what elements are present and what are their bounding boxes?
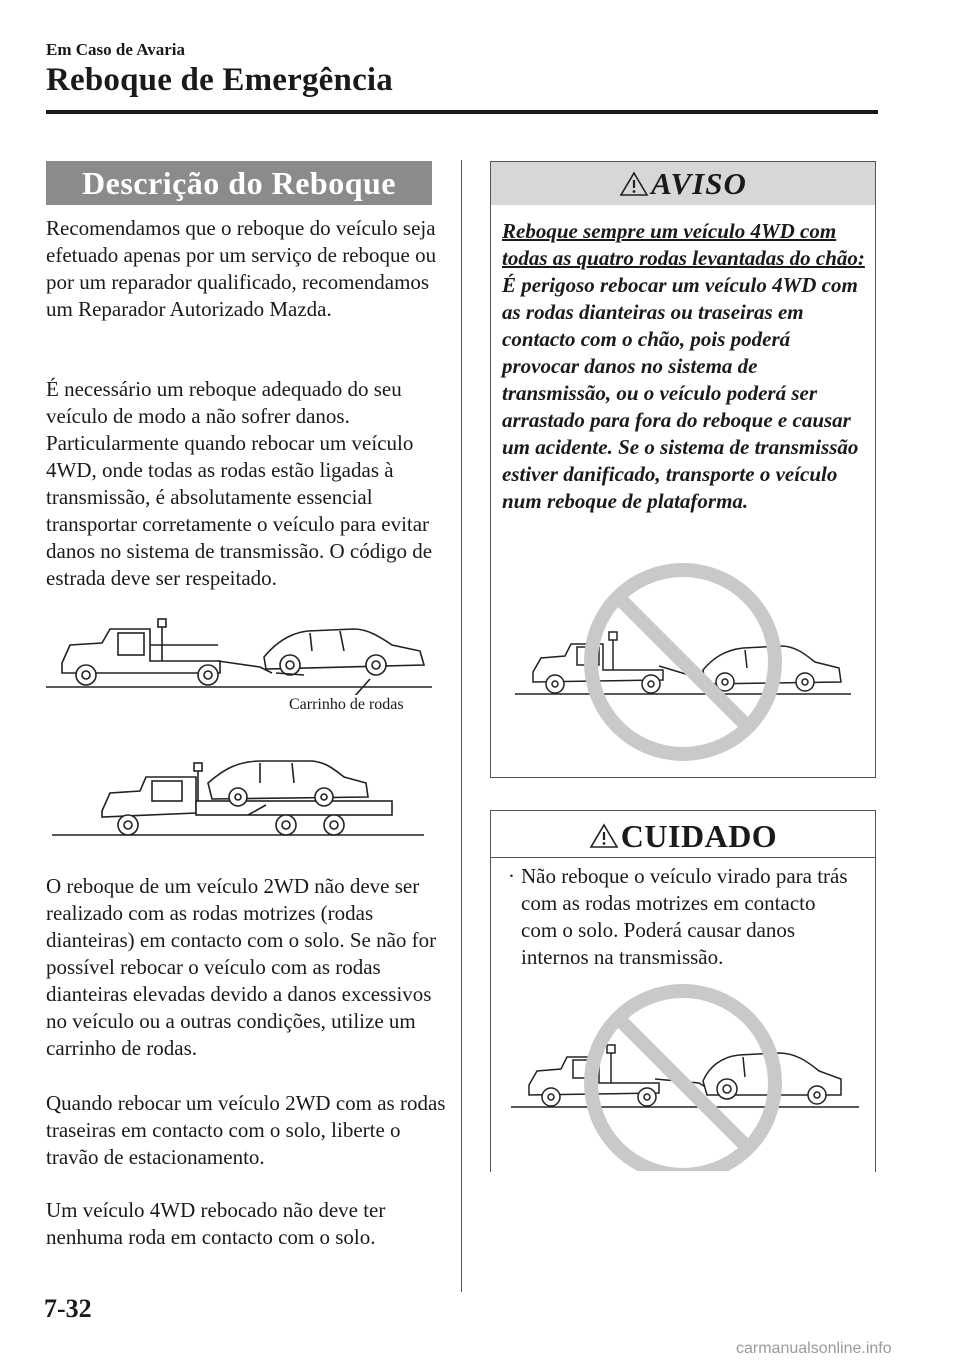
header-rule — [46, 110, 878, 114]
flatbed-illustration — [48, 755, 428, 840]
paragraph-3: O reboque de um veículo 2WD não deve ser realizado com as rodas motrizes (rodas dianteiras) em contacto com o solo. Se não for possível rebocar o veículo com as rodas dianteiras elevadas devido a danos excessivos no veículo ou a outras condições, utilize um carrinho de rodas. — [46, 874, 437, 1060]
paragraph-2: É necessário um reboque adequado do seu veículo de modo a não sofrer danos. Particularmente quando rebocar um veículo 4WD, onde todas as rodas estão ligadas à transmissão, é absolutamente essencial transportar corretamente o veículo para evitar danos no sistema de transmissão. O código de estrada deve ser respeitado. — [46, 377, 433, 590]
warning-box — [490, 161, 876, 778]
prohibited-reverse-tow-illustration — [503, 971, 867, 1171]
warning-lead: Reboque sempre um veículo 4WD com todas as quatro rodas levantadas do chão: — [502, 219, 865, 270]
warning-title: AVISO — [651, 165, 747, 201]
watermark: carmanualsonline.info — [736, 1340, 892, 1357]
warning-text: É perigoso rebocar um veículo 4WD com as rodas dianteiras ou traseiras em contacto com o chão, pois poderá provocar danos no sistema de transmissão, ou o veículo poderá ser arrastado para fora do reboque e causar um acidente. Se o sistema de transmissão estiver danificado, transporte o veículo num reboque de plataforma. — [502, 273, 859, 513]
caution-item — [508, 863, 853, 971]
section-title: Reboque de Emergência — [46, 62, 393, 98]
caution-title: CUIDADO — [620, 817, 778, 854]
warning-triangle-icon — [619, 171, 649, 197]
chapter-title: Em Caso de Avaria — [46, 40, 185, 59]
heading-banner — [46, 161, 432, 205]
paragraph-1: Recomendamos que o reboque do veículo seja efetuado apenas por um serviço de reboque ou por um reparador qualificado, recomendamos um Reparador Autorizado Mazda. — [46, 216, 437, 321]
page-number: 7-32 — [44, 1294, 92, 1323]
paragraph-5: Um veículo 4WD rebocado não deve ter nenhuma roda em contacto com o solo. — [46, 1198, 386, 1249]
caution-header — [491, 815, 875, 858]
warning-header — [491, 162, 875, 205]
caution-triangle-icon — [589, 823, 619, 849]
prohibited-tow-illustration — [499, 554, 867, 770]
caution-box — [490, 810, 876, 1172]
paragraph-4: Quando rebocar um veículo 2WD com as rodas traseiras em contacto com o solo, liberte o travão de estacionamento. — [46, 1091, 446, 1169]
column-divider — [461, 160, 462, 1292]
heading-text: Descrição do Reboque — [82, 164, 396, 201]
dolly-caption: Carrinho de rodas — [289, 696, 404, 713]
caution-text: Não reboque o veículo virado para trás com as rodas motrizes em contacto com o solo. Poderá causar danos internos na transmissão. — [521, 864, 848, 969]
tow-dolly-illustration — [40, 615, 440, 695]
bullet: · — [508, 864, 515, 888]
